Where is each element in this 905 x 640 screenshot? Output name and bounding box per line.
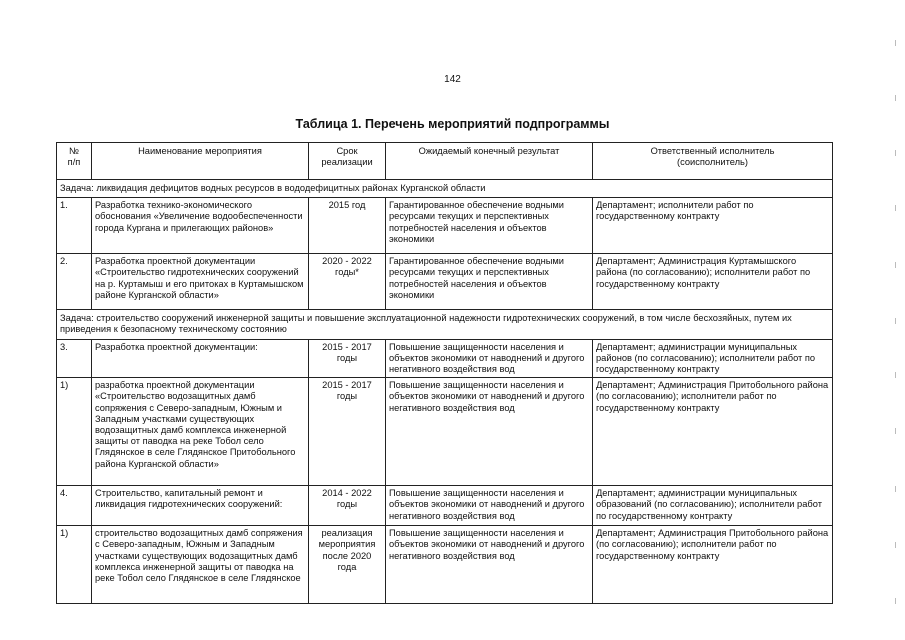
row-result: Повышение защищенности населения и объектов экономики от наводнений и другого негативного воздействия вод — [386, 486, 593, 526]
task-1: Задача: ликвидация дефицитов водных ресурсов в вододефицитных районах Курганской области — [57, 180, 833, 198]
scan-edge-marks — [885, 0, 905, 640]
row-num: 1) — [57, 526, 92, 604]
row-name: Строительство, капитальный ремонт и ликвидация гидротехнических сооружений: — [92, 486, 309, 526]
header-name: Наименование мероприятия — [92, 143, 309, 180]
table-row — [57, 378, 833, 486]
table-header-row — [57, 143, 833, 180]
table-row — [57, 198, 833, 254]
row-executor: Департамент; администрации муниципальных районов (по согласованию); исполнители работ по государственному контракту — [593, 339, 833, 378]
row-result: Повышение защищенности населения и объектов экономики от наводнений и другого негативного воздействия вод — [386, 526, 593, 604]
header-executor — [593, 143, 833, 180]
row-term: 2015 - 2017 годы — [309, 339, 386, 378]
row-name: разработка проектной документации «Строительство водозащитных дамб сопряжения с Северо-западным, Южным и Западным участками существующих водозащитных дамб комплекса инженерной защиты от паводка на реке Тобол село Глядянское в селе Глядянское Притобольного района Курганской области» — [92, 378, 309, 486]
header-num-line2: п/п — [67, 157, 81, 168]
header-term-line2: реализации — [321, 157, 373, 168]
measures-table — [56, 142, 833, 604]
row-term: 2014 - 2022 годы — [309, 486, 386, 526]
row-result: Гарантированное обеспечение водными ресурсами текущих и перспективных потребностей населения и объектов экономики — [386, 198, 593, 254]
row-result: Повышение защищенности населения и объектов экономики от наводнений и другого негативного воздействия вод — [386, 339, 593, 378]
row-name: строительство водозащитных дамб сопряжения с Северо-западным, Южным и Западным участками существующих водозащитных дамб комплекса инженерной защиты от паводка на реке Тобол село Глядянское в селе Глядянское — [92, 526, 309, 604]
row-num: 1. — [57, 198, 92, 254]
header-term — [309, 143, 386, 180]
row-executor: Департамент; Администрация Притобольного района (по согласованию); исполнители работ по государственному контракту — [593, 378, 833, 486]
header-result: Ожидаемый конечный результат — [386, 143, 593, 180]
table-row — [57, 339, 833, 378]
row-executor: Департамент; Администрация Куртамышского района (по согласованию); исполнители работ по государственному контракту — [593, 254, 833, 310]
header-num — [57, 143, 92, 180]
page-number: 142 — [444, 74, 461, 85]
row-num: 3. — [57, 339, 92, 378]
row-term: 2020 - 2022 годы* — [309, 254, 386, 310]
row-executor: Департамент; администрации муниципальных образований (по согласованию); исполнители работ по государственному контракту — [593, 486, 833, 526]
header-num-line1: № — [69, 146, 79, 156]
row-name: Разработка проектной документации: — [92, 339, 309, 378]
row-name: Разработка проектной документации «Строительство гидротехнических сооружений на р. Куртамыш и его притоках в Куртамышском районе Курганской области» — [92, 254, 309, 310]
header-executor-line2: (соисполнитель) — [677, 157, 748, 168]
row-num: 1) — [57, 378, 92, 486]
table-row — [57, 486, 833, 526]
row-name: Разработка технико-экономического обоснования «Увеличение водообеспеченности города Кургана и прилегающих районов» — [92, 198, 309, 254]
row-term: реализация мероприятия после 2020 года — [309, 526, 386, 604]
header-executor-line1: Ответственный исполнитель — [650, 146, 775, 156]
row-term: 2015 - 2017 годы — [309, 378, 386, 486]
row-num: 2. — [57, 254, 92, 310]
row-num: 4. — [57, 486, 92, 526]
table-row — [57, 526, 833, 604]
row-result: Гарантированное обеспечение водными ресурсами текущих и перспективных потребностей населения и объектов экономики — [386, 254, 593, 310]
row-result: Повышение защищенности населения и объектов экономики от наводнений и другого негативного воздействия вод — [386, 378, 593, 486]
task-row — [57, 310, 833, 339]
row-term: 2015 год — [309, 198, 386, 254]
row-executor: Департамент; Администрация Притобольного района (по согласованию); исполнители работ по государственному контракту — [593, 526, 833, 604]
table-row — [57, 254, 833, 310]
task-row — [57, 180, 833, 198]
row-executor: Департамент; исполнители работ по государственному контракту — [593, 198, 833, 254]
header-term-line1: Срок — [336, 146, 358, 156]
table-title: Таблица 1. Перечень мероприятий подпрограммы — [295, 117, 610, 131]
task-2: Задача: строительство сооружений инженерной защиты и повышение эксплуатационной надежности гидротехнических сооружений, в том числе бесхозяйных, путем их приведения к безопасному техническому состоянию — [57, 310, 833, 339]
